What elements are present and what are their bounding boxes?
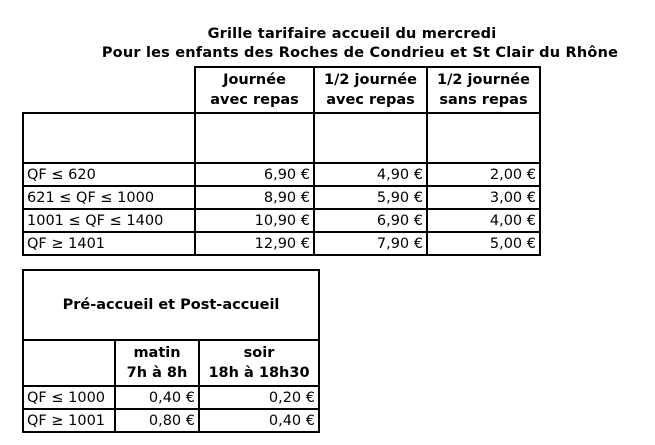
price-cell: 12,90 € <box>195 232 314 255</box>
accueil-title-row <box>23 270 319 340</box>
accueil-title: Pré-accueil et Post-accueil <box>23 270 319 340</box>
header-soir: soir 18h à 18h30 <box>199 340 319 386</box>
table-row <box>23 209 540 232</box>
table-row <box>23 163 540 186</box>
table-row <box>23 186 540 209</box>
header-demi-journee-sans-repas: 1/2 journée sans repas <box>427 67 540 113</box>
price-cell: 0,20 € <box>199 386 319 409</box>
tariff-header-row <box>23 67 540 113</box>
header-journee: Journée avec repas <box>195 67 314 113</box>
qf-label: 1001 ≤ QF ≤ 1400 <box>23 209 195 232</box>
price-cell: 8,90 € <box>195 186 314 209</box>
empty-header-cell <box>23 67 195 113</box>
price-cell: 2,00 € <box>427 163 540 186</box>
spacer-cell <box>23 113 195 163</box>
header-matin: matin 7h à 8h <box>115 340 199 386</box>
table-row <box>23 232 540 255</box>
price-cell: 4,00 € <box>427 209 540 232</box>
table-row <box>23 409 319 432</box>
page-subtitle: Pour les enfants des Roches de Condrieu et St Clair du Rhône <box>101 45 619 61</box>
qf-label: QF ≤ 620 <box>23 163 195 186</box>
price-cell: 0,80 € <box>115 409 199 432</box>
price-cell: 5,90 € <box>314 186 427 209</box>
spacer-cell <box>314 113 427 163</box>
tariff-table <box>22 66 541 256</box>
qf-label: QF ≥ 1401 <box>23 232 195 255</box>
spacer-cell <box>195 113 314 163</box>
qf-label: QF ≤ 1000 <box>23 386 115 409</box>
qf-label: QF ≥ 1001 <box>23 409 115 432</box>
price-cell: 3,00 € <box>427 186 540 209</box>
price-cell: 7,90 € <box>314 232 427 255</box>
empty-header-cell <box>23 340 115 386</box>
price-cell: 0,40 € <box>115 386 199 409</box>
price-cell: 0,40 € <box>199 409 319 432</box>
price-cell: 6,90 € <box>314 209 427 232</box>
header-demi-journee-avec-repas: 1/2 journée avec repas <box>314 67 427 113</box>
price-cell: 6,90 € <box>195 163 314 186</box>
spacer-cell <box>427 113 540 163</box>
qf-label: 621 ≤ QF ≤ 1000 <box>23 186 195 209</box>
price-cell: 10,90 € <box>195 209 314 232</box>
table-row <box>23 386 319 409</box>
accueil-table <box>22 269 320 433</box>
price-cell: 5,00 € <box>427 232 540 255</box>
page-title: Grille tarifaire accueil du mercredi <box>207 26 497 42</box>
spacer-row <box>23 113 540 163</box>
accueil-header-row <box>23 340 319 386</box>
price-cell: 4,90 € <box>314 163 427 186</box>
